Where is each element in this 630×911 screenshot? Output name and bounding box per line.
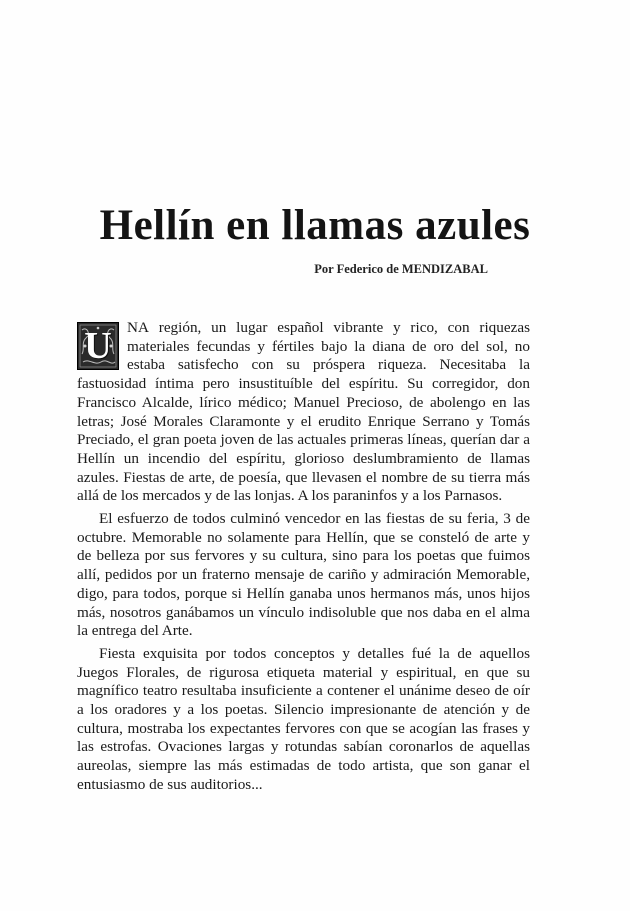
dropcap-letter: U [84,325,112,367]
article-body [77,319,530,799]
paragraph-2: El esfuerzo de todos culminó vencedor en las fiestas de su feria, 3 de octubre. Memorable no solamente para Hellín, que se consteló de arte y de belleza por sus fervores y su cultura, sino para los poetas que fuimos allí, pedidos por un fraterno mensaje de cariño y admiración Memorable, digo, para todos, porque si Hellín ganaba unos hermanos más, unos hijos más, nosotros ganábamos un vínculo indisoluble que nos daba en el alma la entrega del Arte. [77,510,530,640]
first-word: NA [127,319,149,336]
paragraph-1-text: región, un lugar español vibrante y rico, con riquezas materiales fecundas y fértiles bajo la diana de oro del sol, no estaba satisfecho con su próspera riqueza. Necesitaba la fastuosidad íntima pero insustituíble del espíritu. Su corregidor, don Francisco Alcalde, lírico médico; Manuel Precioso, de abolengo en las letras; José Morales Claramonte y el erudito Enrique Serrano y Tomás Preciado, el gran poeta joven de las actuales primeras líneas, querían dar a Hellín un incendio del espíritu, glorioso deslumbramiento de llamas azules. Fiestas de arte, de poesía, que llevasen el nombre de su tierra más allá de los mercados y de las lonjas. A los paraninfos y a los Parnasos. [77,319,530,505]
article-byline: Por Federico de MENDIZABAL [314,262,488,276]
paragraph-3: Fiesta exquisita por todos conceptos y detalles fué la de aquellos Juegos Florales, de rigurosa etiqueta material y espiritual, en que su magnífico teatro resultaba insuficiente a contener el unánime deseo de oír a los oradores y a los poetas. Silencio impresionante de atención y de cultura, mostraba los expectantes fervores con que se acogían las frases y las estrofas. Ovaciones largas y rotundas sabían coronarlos de aquellas aureolas, siempre las más estimadas de todo artista, que son ganar el entusiasmo de sus auditorios... [77,644,530,793]
ornamental-dropcap-image [77,322,119,370]
article-title: Hellín en llamas azules [99,202,531,249]
paragraph-1 [77,319,530,506]
